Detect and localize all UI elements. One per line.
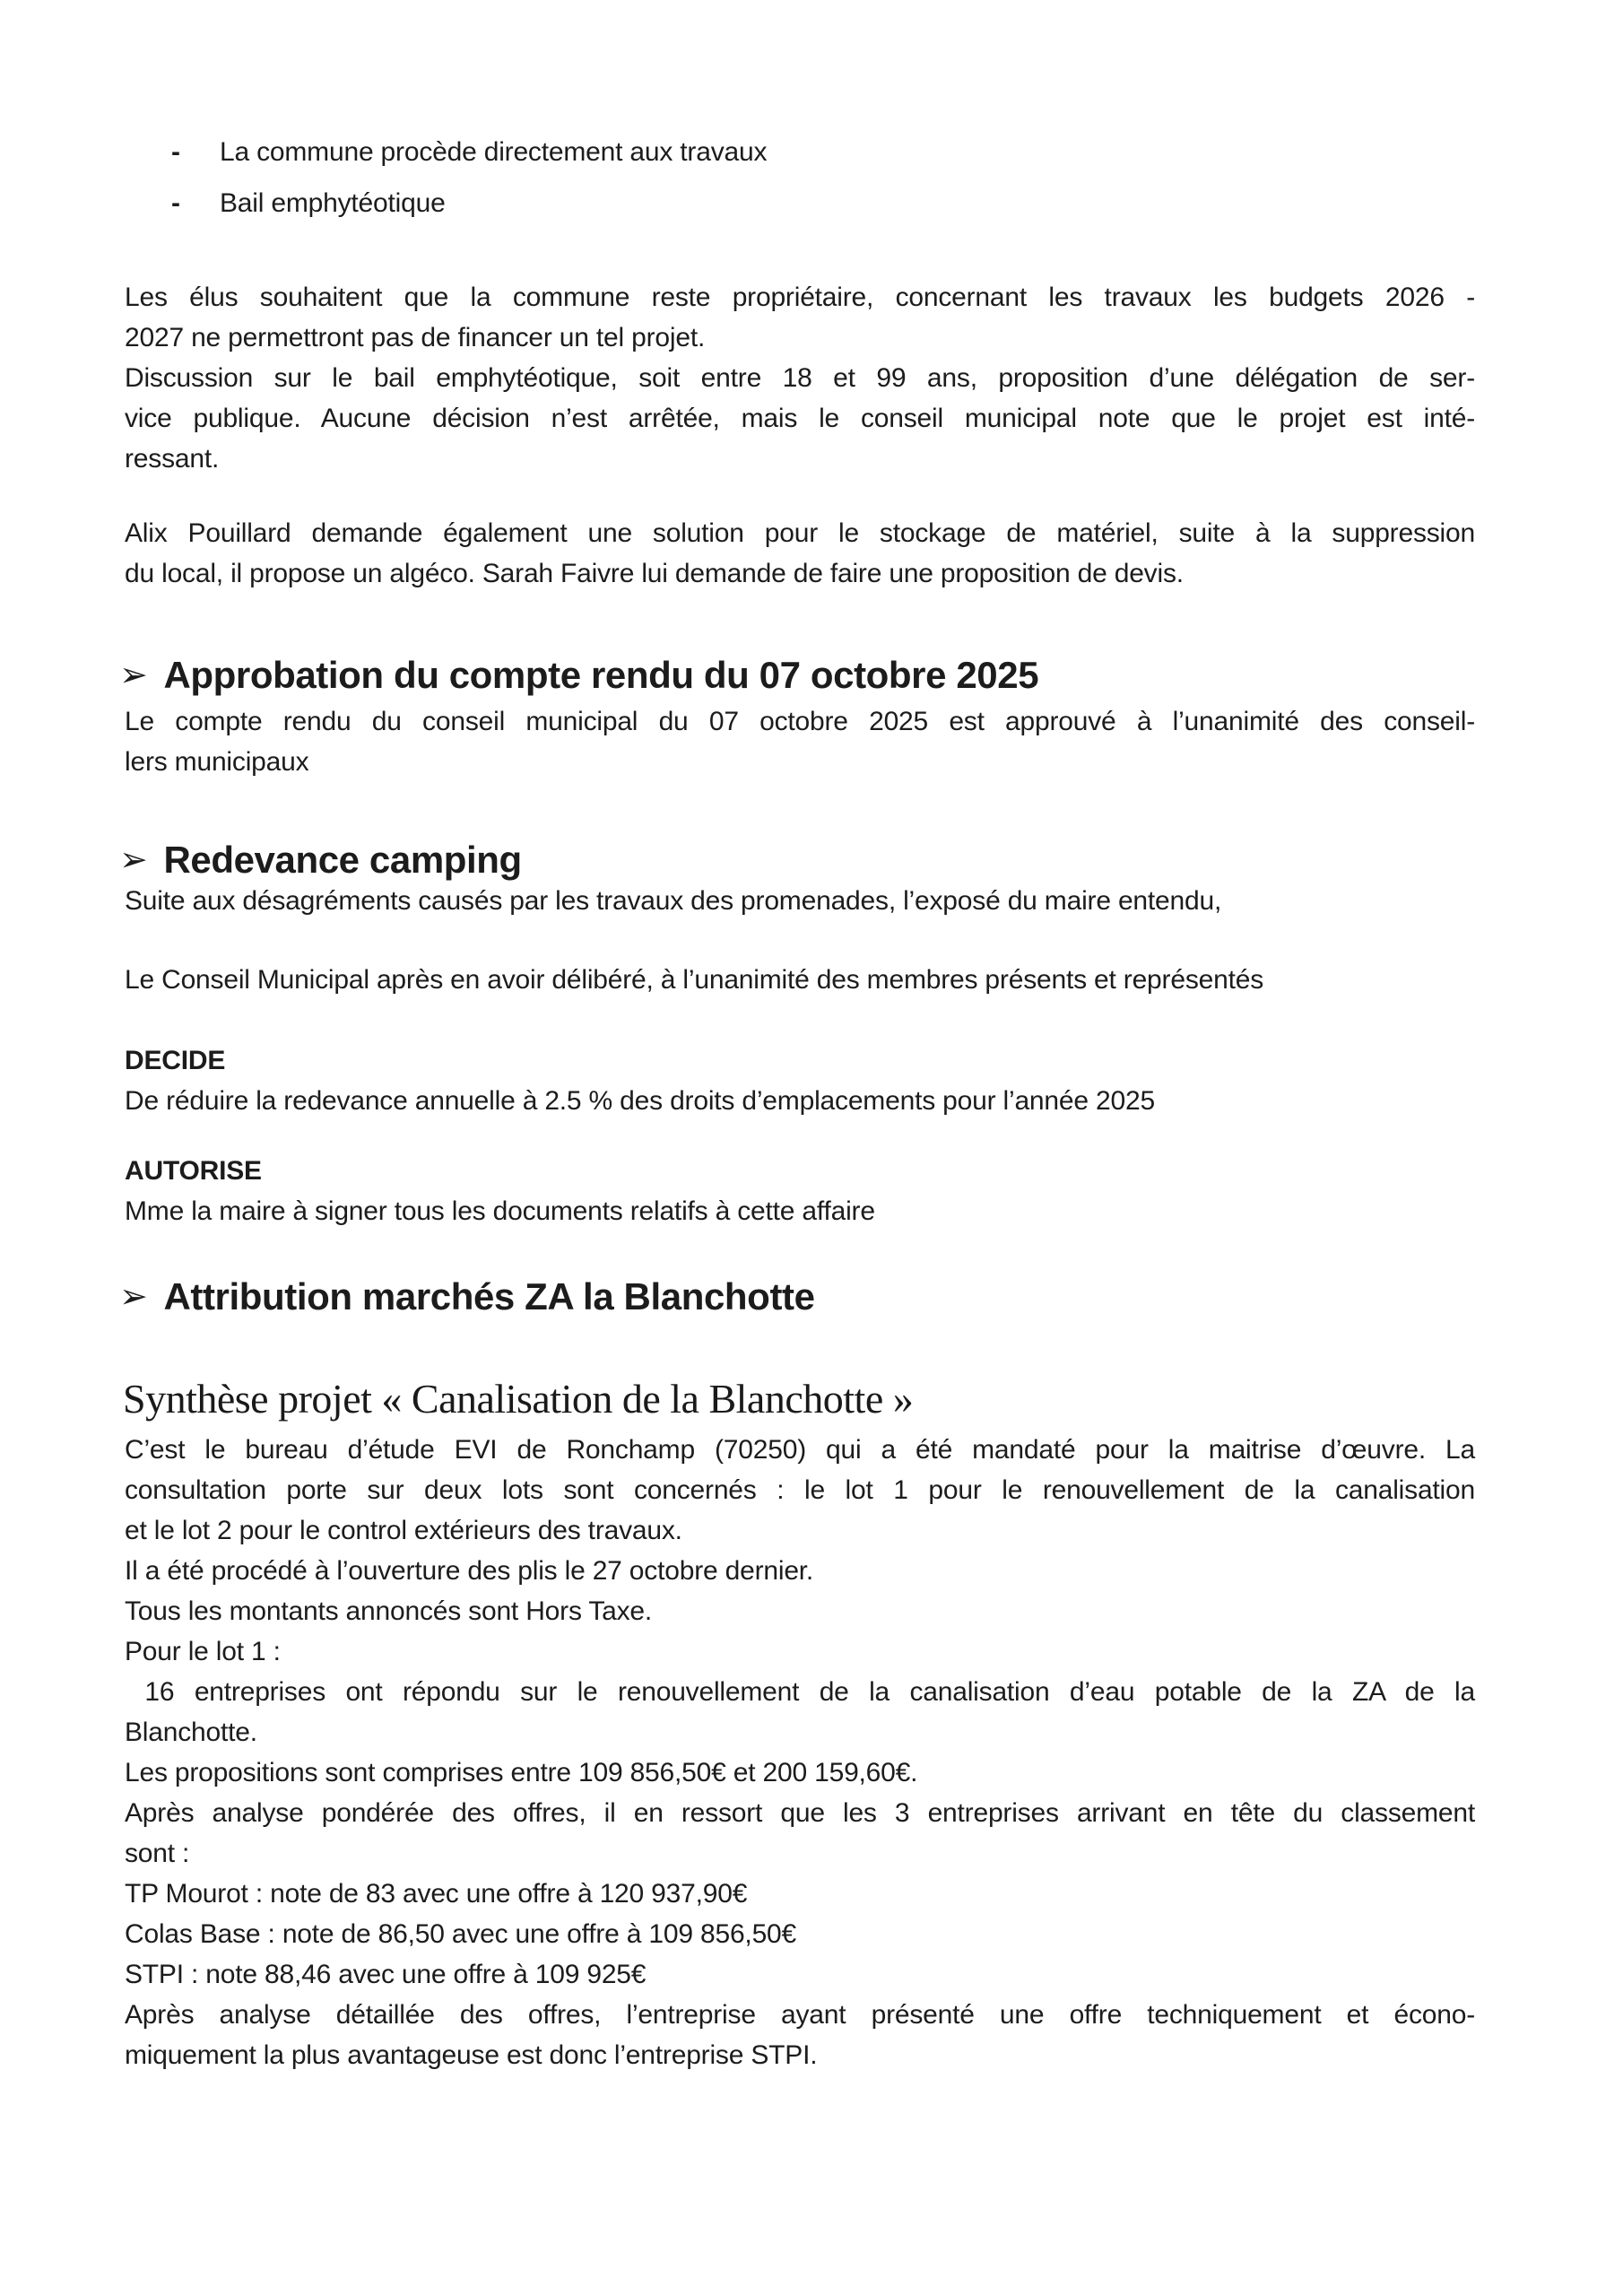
text-line: sont : <box>125 1839 190 1868</box>
text-line: STPI : note 88,46 avec une offre à 109 925€ <box>125 1960 647 1989</box>
text-line: Suite aux désagréments causés par les travaux des promenades, l’exposé du maire entendu, <box>125 886 1222 916</box>
text-line: Alix Pouillard demande également une solution pour le stockage de matériel, suite à la suppression <box>125 518 1475 548</box>
arrow-bullet-icon: ➢ <box>119 1278 148 1316</box>
list-item <box>125 126 1475 178</box>
text-line: 16 entreprises ont répondu sur le renouvellement de la canalisation d’eau potable de la ZA de la <box>125 1677 1475 1707</box>
text-line: Il a été procédé à l’ouverture des plis le 27 octobre dernier. <box>125 1556 814 1586</box>
text-line: ressant. <box>125 444 220 474</box>
text-line: DECIDE <box>125 1046 226 1075</box>
text-line: Colas Base : note de 86,50 avec une offre à 109 856,50€ <box>125 1919 797 1949</box>
text-line: Les propositions sont comprises entre 109 856,50€ et 200 159,60€. <box>125 1758 918 1787</box>
paragraph-decide <box>125 1040 1475 1121</box>
text-line: miquement la plus avantageuse est donc l’entreprise STPI. <box>125 2040 818 2070</box>
text-line: Le compte rendu du conseil municipal du 07 octobre 2025 est approuvé à l’unanimité des conseil- <box>125 707 1475 736</box>
bullet-item-label: Bail emphytéotique <box>220 188 446 218</box>
text-line: C’est le bureau d’étude EVI de Ronchamp (70250) qui a été mandaté pour la maitrise d’œuvre. La <box>125 1435 1475 1465</box>
arrow-bullet-icon: ➢ <box>119 657 148 694</box>
text-line: TP Mourot : note de 83 avec une offre à 120 937,90€ <box>125 1879 748 1909</box>
section-heading-redevance <box>119 837 1475 885</box>
paragraph-approbation <box>125 701 1475 782</box>
text-line: et le lot 2 pour le control extérieurs des travaux. <box>125 1516 682 1545</box>
text-line: De réduire la redevance annuelle à 2.5 % des droits d’emplacements pour l’année 2025 <box>125 1086 1155 1116</box>
list-item <box>125 178 1475 229</box>
section-heading-approbation <box>119 652 1475 700</box>
paragraph-autorise <box>125 1151 1475 1231</box>
text-line: Mme la maire à signer tous les documents relatifs à cette affaire <box>125 1196 875 1226</box>
dash-bullet-icon: - <box>171 137 180 167</box>
text-line: AUTORISE <box>125 1156 262 1186</box>
text-line: Après analyse pondérée des offres, il en ressort que les 3 entreprises arrivant en tête du classement <box>125 1798 1475 1828</box>
dash-bullet-icon: - <box>171 188 180 218</box>
section-heading-label: Redevance camping <box>163 839 522 881</box>
section-heading-label: Attribution marchés ZA la Blanchotte <box>163 1275 815 1318</box>
section-heading-label: Approbation du compte rendu du 07 octobre 2025 <box>163 654 1039 696</box>
section-heading-attribution <box>119 1274 1475 1322</box>
text-line: 2027 ne permettront pas de financer un tel projet. <box>125 323 706 352</box>
text-line: Tous les montants annoncés sont Hors Taxe. <box>125 1596 653 1626</box>
text-line: du local, il propose un algéco. Sarah Faivre lui demande de faire une proposition de devis. <box>125 559 1184 588</box>
text-line: Discussion sur le bail emphytéotique, soit entre 18 et 99 ans, proposition d’une délégation de ser- <box>125 363 1475 393</box>
text-line: Le Conseil Municipal après en avoir délibéré, à l’unanimité des membres présents et représentés <box>125 965 1264 995</box>
bullet-item-label: La commune procède directement aux travaux <box>220 137 768 167</box>
text-line: Pour le lot 1 : <box>125 1637 281 1666</box>
arrow-bullet-icon: ➢ <box>119 841 148 879</box>
text-line: Blanchotte. <box>125 1718 257 1747</box>
paragraph-pouillard <box>125 513 1475 594</box>
text-line: consultation porte sur deux lots sont concernés : le lot 1 pour le renouvellement de la canalisation <box>125 1475 1475 1505</box>
subsection-heading-synthese: Synthèse projet « Canalisation de la Blanchotte » <box>123 1376 914 1422</box>
text-line: vice publique. Aucune décision n’est arrêtée, mais le conseil municipal note que le projet est inté- <box>125 404 1475 433</box>
text-line: lers municipaux <box>125 747 309 777</box>
options-bullet-list <box>125 126 1475 229</box>
text-line: Les élus souhaitent que la commune reste propriétaire, concernant les travaux les budgets 2026 - <box>125 283 1475 312</box>
paragraph-redevance-intro <box>125 881 1475 921</box>
paragraph-elus <box>125 277 1475 479</box>
text-line: Après analyse détaillée des offres, l’entreprise ayant présenté une offre techniquement et écono- <box>125 2000 1475 2030</box>
paragraph-synthese-detail <box>125 1430 1475 2075</box>
paragraph-conseil-delibere <box>125 960 1475 1000</box>
